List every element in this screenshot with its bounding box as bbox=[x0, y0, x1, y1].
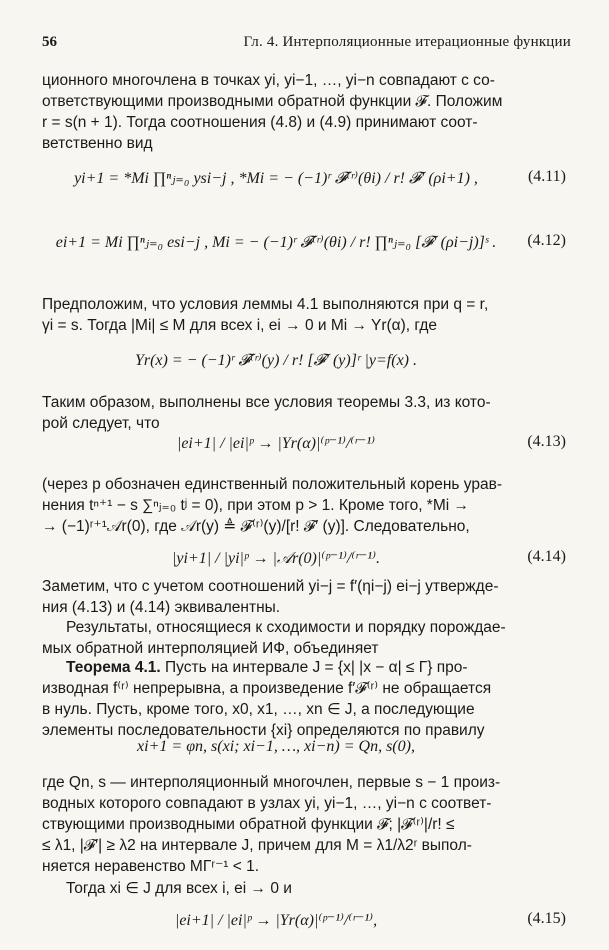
text-line: рой следует, что bbox=[42, 415, 160, 432]
paragraph-4 bbox=[42, 474, 570, 537]
equation-4-13 bbox=[42, 433, 570, 457]
page-number: 56 bbox=[42, 34, 57, 50]
equation-4-12 bbox=[42, 232, 570, 262]
equation-4-14 bbox=[42, 548, 570, 572]
text-line: элементы последовательности {xi} определяются по правилу bbox=[42, 722, 485, 739]
text-line: ствующими производными обратной функции 𝓕; |𝓕⁽ʳ⁾|/r! ≤ bbox=[42, 816, 455, 833]
text-line: Таким образом, выполнены все условия теоремы 3.3, из кото- bbox=[42, 394, 491, 411]
equation-body: |ei+1| / |ei|ᵖ → |Yr(α)|⁽ᵖ⁻¹⁾/⁽ʳ⁻¹⁾ bbox=[176, 435, 376, 452]
theorem-first-line bbox=[42, 657, 570, 678]
text-line: где Qn, s — интерполяционный многочлен, первые s − 1 произ- bbox=[42, 774, 501, 791]
paragraph-3 bbox=[42, 392, 570, 434]
equation-body: |yi+1| / |yi|ᵖ → |𝒜r(0)|⁽ᵖ⁻¹⁾/⁽ʳ⁻¹⁾. bbox=[172, 550, 380, 567]
equation-body: |ei+1| / |ei|ᵖ → |Yr(α)|⁽ᵖ⁻¹⁾/⁽ʳ⁻¹⁾, bbox=[174, 912, 378, 929]
text-line: γi = s. Тогда |Mi| ≤ M для всех i, ei → 0 и Mi → Yr(α), где bbox=[42, 317, 438, 334]
equation-4-15 bbox=[42, 910, 570, 934]
text-line: нения tⁿ⁺¹ − s ∑ⁿⱼ₌₀ tʲ = 0), при этом p > 1. Кроме того, *Mi → bbox=[42, 497, 469, 514]
running-title: Гл. 4. Интерполяционные итерационные функции bbox=[243, 34, 571, 50]
text-line: ответствующими производными обратной функции 𝓕. Положим bbox=[42, 93, 503, 110]
paragraph-8 bbox=[42, 772, 570, 877]
theorem-label: Теорема 4.1. bbox=[66, 659, 161, 676]
text-line: Тогда xi ∈ J для всех i, ei → 0 и bbox=[66, 880, 292, 897]
text-line: в нуль. Пусть, кроме того, x0, x1, …, xn ∈ J, а последующие bbox=[42, 701, 475, 718]
equation-number: (4.15) bbox=[527, 910, 566, 927]
text-line: Предположим, что условия леммы 4.1 выполняются при q = r, bbox=[42, 296, 489, 313]
text-line: изводная f⁽ʳ⁾ непрерывна, а произведение f′𝓕⁽ʳ⁾ не обращается bbox=[42, 680, 492, 697]
equation-number: (4.13) bbox=[527, 433, 566, 450]
text-line: ≤ λ1, |𝓕′| ≥ λ2 на интервале J, причем для M = λ1/λ2ʳ выпол- bbox=[42, 837, 472, 854]
text-line: Результаты, относящиеся к сходимости и порядку порождае- bbox=[66, 619, 506, 636]
text-line: (через p обозначен единственный положительный корень урав- bbox=[42, 476, 502, 493]
text-line: няется неравенство MΓʳ⁻¹ < 1. bbox=[42, 858, 260, 875]
equation-body: ei+1 = Mi ∏ⁿⱼ₌₀ esi−j , Mi = − (−1)ʳ 𝓕⁽ʳ⁾(θi) / r! ∏ⁿⱼ₌₀ [𝓕′ (ρi−j)]ˢ . bbox=[55, 234, 497, 251]
text-line: Заметим, что с учетом соотношений yi−j = f′(ηi−j) ei−j утвержде- bbox=[42, 578, 499, 595]
equation-number: (4.14) bbox=[527, 548, 566, 565]
text-line: ветственно вид bbox=[42, 135, 153, 152]
page-header bbox=[42, 34, 571, 54]
paragraph-9 bbox=[42, 878, 570, 899]
text-line: водных которого совпадают в узлах yi, yi−1, …, yi−n с соответ- bbox=[42, 795, 492, 812]
equation-Yr bbox=[42, 350, 570, 380]
equation-body: yi+1 = *Mi ∏ⁿⱼ₌₀ ysi−j , *Mi = − (−1)ʳ 𝓕⁽ʳ⁾(θi) / r! 𝓕′ (ρi+1) , bbox=[74, 170, 478, 187]
paragraph-6 bbox=[42, 617, 570, 659]
equation-rule bbox=[42, 738, 570, 762]
equation-number: (4.11) bbox=[527, 168, 566, 185]
equation-number: (4.12) bbox=[527, 232, 566, 249]
text-line: r = s(n + 1). Тогда соотношения (4.8) и (4.9) принимают соот- bbox=[42, 114, 478, 131]
text-line: → (−1)ʳ⁺¹𝒜r(0), где 𝒜r(y) ≜ 𝓕⁽ʳ⁾(y)/[r! 𝓕′ (y)]. Следовательно, bbox=[42, 518, 470, 535]
equation-4-11 bbox=[42, 168, 570, 198]
equation-body: Yr(x) = − (−1)ʳ 𝓕⁽ʳ⁾(y) / r! [𝓕′ (y)]ʳ |y=f(x) . bbox=[134, 352, 418, 369]
theorem-text: Пусть на интервале J = {x| |x − α| ≤ Γ} про- bbox=[160, 659, 468, 676]
paragraph-5 bbox=[42, 576, 570, 618]
paragraph-2 bbox=[42, 294, 570, 336]
text-line: мых обратной интерполяцией ИФ, объединяет bbox=[42, 640, 379, 657]
text-line: ционного многочлена в точках yi, yi−1, …, yi−n совпадают с со- bbox=[42, 72, 495, 89]
text-line: ния (4.13) и (4.14) эквивалентны. bbox=[42, 599, 281, 616]
equation-body: xi+1 = φn, s(xi; xi−1, …, xi−n) = Qn, s(0), bbox=[137, 738, 415, 755]
paragraph-1 bbox=[42, 70, 570, 154]
theorem-4-1 bbox=[42, 657, 570, 741]
